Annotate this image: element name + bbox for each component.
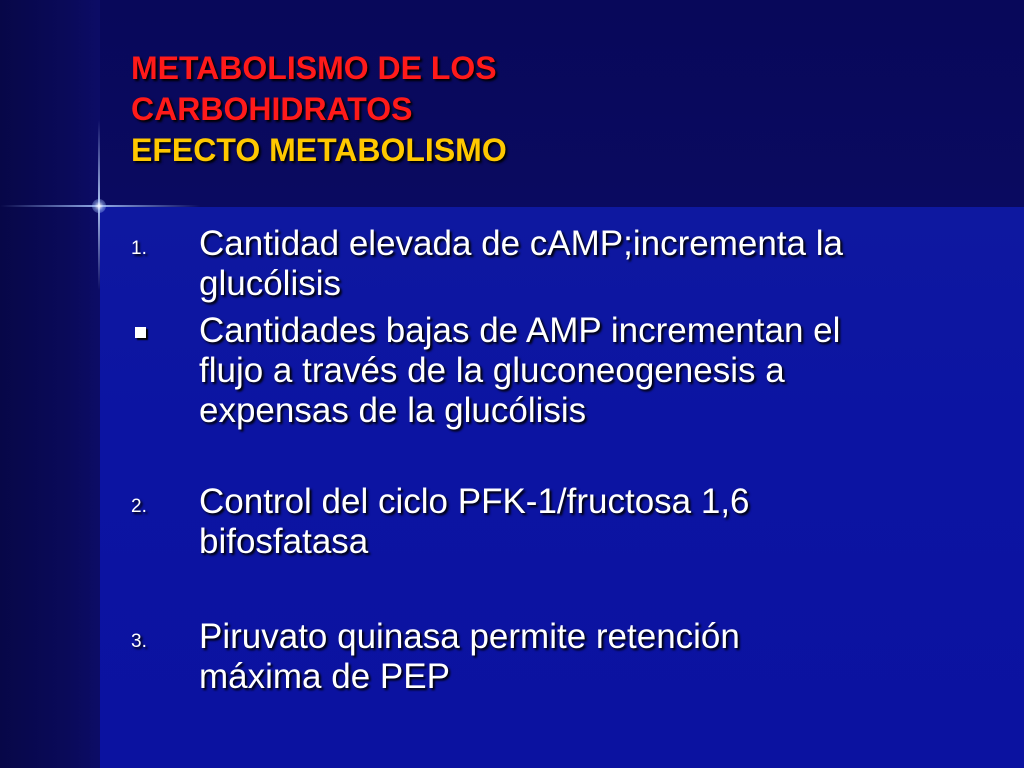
list-item-3-line-1: Piruvato quinasa permite retención	[199, 617, 740, 656]
sparkle-star-icon	[92, 199, 106, 213]
square-bullet-icon	[135, 327, 146, 338]
list-item-3-line-2: máxima de PEP	[199, 657, 450, 696]
list-marker-2: 2.	[131, 496, 147, 517]
list-item-bullet-line-1: Cantidades bajas de AMP incrementan el	[199, 311, 841, 350]
list-marker-1: 1.	[131, 238, 147, 259]
list-item-2-line-1: Control del ciclo PFK-1/fructosa 1,6	[199, 482, 750, 521]
list-marker-3: 3.	[131, 631, 147, 652]
list-item-bullet-line-2: flujo a través de la gluconeogenesis a	[199, 351, 785, 390]
list-item-2-text	[199, 482, 959, 562]
list-item-bullet-line-3: expensas de la glucólisis	[199, 391, 587, 430]
title-line-1: METABOLISMO DE LOS	[131, 50, 497, 86]
list-item-bullet-text	[199, 311, 959, 431]
list-item-2-line-2: bifosfatasa	[199, 522, 369, 561]
list-item-3-text	[199, 617, 959, 697]
slide-subtitle: EFECTO METABOLISMO	[131, 132, 507, 168]
list-item-1-line-2: glucólisis	[199, 264, 341, 303]
slide-title	[131, 48, 507, 171]
title-line-2: CARBOHIDRATOS	[131, 91, 413, 127]
list-item-1-text	[199, 224, 959, 304]
list-item-1-line-1: Cantidad elevada de cAMP;incrementa la	[199, 224, 843, 263]
background-left-band	[0, 0, 100, 768]
